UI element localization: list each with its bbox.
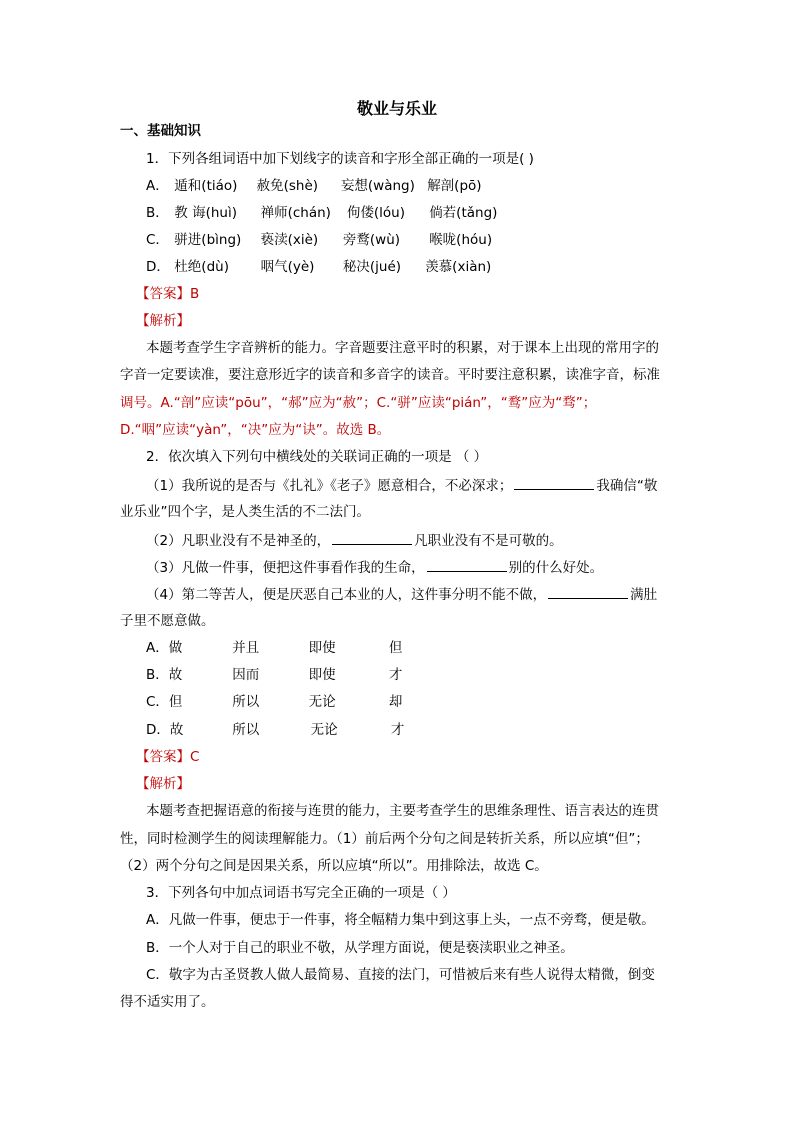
option-label: C．但: [146, 694, 183, 710]
option-word: 无论: [310, 722, 338, 738]
option-word: 却: [388, 694, 403, 710]
option-item: 亵渎(xiè): [260, 232, 319, 248]
option-word: 无论: [308, 694, 336, 710]
q3-option-a: A．凡做一件事，便忠于一件事，将全幅精力集中到这事上头，一点不旁骛，便是敬。: [146, 912, 655, 928]
q2-sentence-2: [146, 530, 563, 550]
option-word: 才: [390, 722, 405, 738]
q2-sentence-4-cont: 子里不愿意做。: [120, 613, 215, 629]
sentence-text: 满肚: [630, 587, 658, 603]
option-label: A．做: [146, 640, 183, 656]
option-word: 但: [388, 640, 403, 656]
q3-option-c: C．敬字为古圣贤教人做人最简易、直接的法门，可惜被后来有些人说得太精微，倒变: [146, 967, 655, 983]
option-item: 倘若(tǎng): [429, 205, 498, 221]
q1-stem: 1．下列各组词语中加下划线字的读音和字形全部正确的一项是( ): [146, 151, 534, 167]
option-word: 即使: [308, 640, 336, 656]
q3-stem: 3．下列各句中加点词语书写完全正确的一项是（ ）: [146, 885, 456, 901]
option-label: D．: [146, 259, 170, 275]
option-word: 才: [388, 667, 403, 683]
q1-option-d: [146, 258, 491, 276]
sentence-text: 我确信“敬: [596, 478, 658, 494]
q2-sentence-4: [146, 584, 657, 604]
option-item: 羡慕(xiàn): [425, 259, 492, 275]
answer-value: C: [190, 749, 200, 765]
sentence-text: （1）我所说的是否与《扎礼》《老子》愿意相合，不必深求；: [146, 478, 513, 494]
fill-blank: [514, 475, 594, 490]
option-item: 赦免(shè): [256, 178, 319, 194]
option-label: A．: [146, 178, 169, 194]
q2-analysis-line: 本题考查把握语意的衔接与连贯的能力，主要考查学生的思维条理性、语言表达的连贯: [146, 803, 659, 819]
option-word: 并且: [232, 640, 260, 656]
answer-value: B: [190, 286, 200, 302]
q1-analysis-line: D.“咽”应读“yàn”，“决”应为“诀”。故选 B。: [120, 422, 391, 438]
option-item: 喉咙(hóu): [429, 232, 493, 248]
fill-blank: [332, 530, 412, 545]
option-item: 解剖(pō): [427, 178, 482, 194]
q1-analysis-line: 调号。A.“剖”应读“pōu”，“郝”应为“赦”；C.“骈”应读“pián”，“鹜”应为“骛”；: [120, 395, 597, 411]
option-label: B．: [146, 205, 169, 221]
option-item: 禅师(chán): [260, 205, 331, 221]
sentence-text: 凡职业没有不是可敬的。: [414, 533, 563, 549]
option-label: B．故: [146, 667, 183, 683]
q2-analysis-line: （2）两个分句之间是因果关系，所以应填“所以”。用排除法，故选 C。: [120, 858, 548, 874]
answer-tag: 【答案】: [136, 749, 190, 765]
option-word: 即使: [308, 667, 336, 683]
option-item: 骈进(bìng): [174, 232, 242, 248]
sentence-text: 别的什么好处。: [508, 560, 604, 576]
q3-option-b: B．一个人对于自己的职业不敬，从学理方面说，便是亵渎职业之神圣。: [146, 940, 574, 956]
document-title: 敬业与乐业: [356, 99, 437, 118]
option-item: 佝偻(lóu): [346, 205, 405, 221]
option-word: 所以: [232, 694, 260, 710]
option-item: 旁鹜(wù): [342, 232, 401, 248]
sentence-text: （3）凡做一件事，便把这件事看作我的生命，: [146, 560, 425, 576]
option-item: 咽气(yè): [260, 259, 315, 275]
fill-blank: [548, 584, 628, 599]
q2-sentence-1-cont: 业乐业”四个字，是人类生活的不二法门。: [120, 504, 370, 520]
q2-option-d: [146, 721, 404, 739]
option-item: 杜绝(dù): [174, 259, 229, 275]
q1-option-b: [146, 204, 497, 222]
option-item: 教 诲(huì): [174, 205, 237, 221]
q1-answer: [136, 285, 199, 303]
sentence-text: （2）凡职业没有不是神圣的，: [146, 533, 331, 549]
option-label: D．故: [146, 722, 184, 738]
q1-analysis-line: 字音一定要读准，要注意形近字的读音和多音字的读音。平时要注意积累，读准字音，标准: [120, 367, 660, 383]
q2-sentence-3: [146, 557, 603, 577]
q2-stem: 2．依次填入下列句中横线处的关联词正确的一项是 （ ）: [146, 449, 488, 465]
fill-blank: [427, 557, 507, 572]
option-word: 因而: [232, 667, 260, 683]
q1-option-c: [146, 231, 492, 249]
option-item: 遁和(tiáo): [174, 178, 238, 194]
option-label: C．: [146, 232, 169, 248]
section-heading: 一、基础知识: [120, 123, 201, 139]
q2-answer: [136, 748, 199, 766]
q2-option-a: [146, 639, 402, 657]
answer-tag: 【答案】: [136, 286, 190, 302]
q3-option-c-cont: 得不适实用了。: [120, 994, 215, 1010]
q2-option-b: [146, 666, 402, 684]
q2-analysis-tag: 【解析】: [136, 776, 190, 792]
q2-sentence-1: [146, 475, 657, 495]
q2-analysis-line: 性，同时检测学生的阅读理解能力。（1）前后两个分句之间是转折关系，所以应填“但”；: [120, 831, 649, 847]
option-item: 秘决(jué): [342, 259, 402, 275]
q2-option-c: [146, 693, 402, 711]
option-item: 妄想(wàng): [340, 178, 415, 194]
option-word: 所以: [232, 722, 260, 738]
q1-analysis-tag: 【解析】: [136, 313, 190, 329]
q1-analysis-line: 本题考查学生字音辨析的能力。字音题要注意平时的积累，对于课本上出现的常用字的: [146, 340, 659, 356]
q1-option-a: [146, 177, 482, 195]
sentence-text: （4）第二等苦人，便是厌恶自己本业的人，这件事分明不能不做，: [146, 587, 547, 603]
